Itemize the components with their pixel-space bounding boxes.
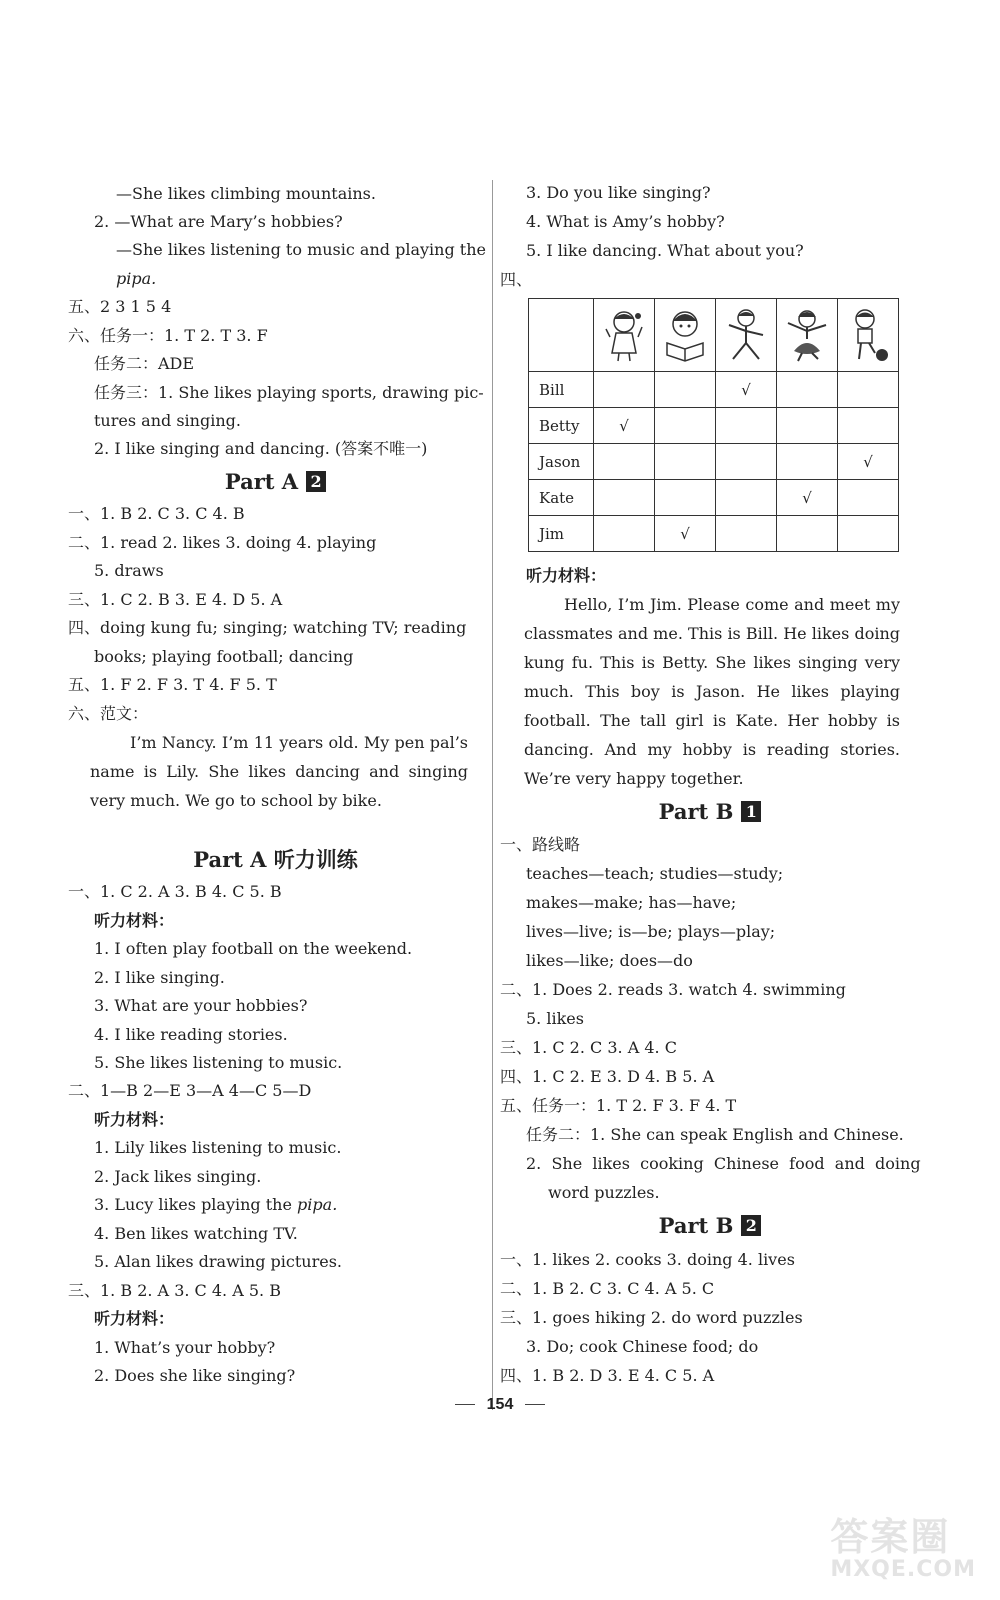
text-line: 1. Lily likes listening to music. <box>94 1138 342 1157</box>
watermark-logo: 答案圈 MXQE.COM <box>830 1515 976 1582</box>
table-cell <box>594 444 655 480</box>
column-divider <box>492 180 493 1410</box>
text-line: 1. What’s your hobby? <box>94 1338 276 1357</box>
text-line: 一、路线略 <box>500 835 581 854</box>
section-heading-listening: Part A 听力训练 <box>193 847 358 872</box>
text-line: 五、任务一：1. T 2. F 3. F 4. T <box>500 1096 737 1115</box>
text-line: 二、1. read 2. likes 3. doing 4. playing <box>68 533 377 552</box>
table-cell: √ <box>838 444 899 480</box>
text-line: 三、1. B 2. A 3. C 4. A 5. B <box>68 1281 281 1300</box>
text-line: 5. draws <box>94 561 164 580</box>
text-line: 听力材料： <box>94 1110 175 1129</box>
text-line: 二、1. B 2. C 3. C 4. A 5. C <box>500 1279 715 1298</box>
heading-text: Part B <box>658 799 734 824</box>
text-line: word puzzles. <box>548 1183 660 1202</box>
text-line: 五、2 3 1 5 4 <box>68 297 172 316</box>
hobby-table <box>528 298 899 552</box>
heading-number-badge: 1 <box>741 801 761 822</box>
section-heading-part-b-1 <box>500 798 920 826</box>
text-line: 2. Jack likes singing. <box>94 1167 262 1186</box>
table-cell <box>655 444 716 480</box>
table-cell <box>655 408 716 444</box>
table-cell: √ <box>594 408 655 444</box>
text-line: 2. —What are Mary’s hobbies? <box>94 212 343 231</box>
heading-number-badge: 2 <box>741 1215 761 1236</box>
text-line: 2. Does she like singing? <box>94 1366 296 1385</box>
text-line: 三、1. goes hiking 2. do word puzzles <box>500 1308 803 1327</box>
text-line: 一、1. C 2. A 3. B 4. C 5. B <box>68 882 282 901</box>
text-line: 三、1. C 2. B 3. E 4. D 5. A <box>68 590 283 609</box>
text-line: lives—live; is—be; plays—play; <box>526 922 776 941</box>
text-line: —She likes listening to music and playing the <box>116 240 486 259</box>
page-number: 154 <box>0 1396 1000 1414</box>
text-line: 4. Ben likes watching TV. <box>94 1224 298 1243</box>
table-cell <box>716 444 777 480</box>
table-cell <box>716 408 777 444</box>
kid-picture-cell <box>716 299 777 372</box>
text-line: 5. Alan likes drawing pictures. <box>94 1252 342 1271</box>
sample-essay: I’m Nancy. I’m 11 years old. My pen pal’s name is Lily. She likes dancing and singing very much. We go to school by bike. <box>90 733 468 810</box>
table-cell <box>777 516 838 552</box>
text-line: 1. I often play football on the weekend. <box>94 939 413 958</box>
row-name: Betty <box>529 408 594 444</box>
text-line: 任务二：ADE <box>94 354 195 373</box>
table-cell <box>777 444 838 480</box>
table-row <box>529 444 899 480</box>
table-cell <box>716 516 777 552</box>
table-cell <box>838 408 899 444</box>
text-line: 4. I like reading stories. <box>94 1025 288 1044</box>
table-row <box>529 480 899 516</box>
table-cell: √ <box>655 516 716 552</box>
kid-picture-cell <box>655 299 716 372</box>
table-cell <box>594 516 655 552</box>
table-header-row <box>529 299 899 372</box>
heading-text: Part A <box>224 469 299 494</box>
text-line: 3. Do; cook Chinese food; do <box>526 1337 759 1356</box>
text-line: 一、1. B 2. C 3. C 4. B <box>68 504 245 523</box>
text-line: teaches—teach; studies—study; <box>526 864 784 883</box>
text-line: likes—like; does—do <box>526 951 693 970</box>
table-cell <box>777 408 838 444</box>
table-cell <box>655 372 716 408</box>
text-line: 听力材料： <box>526 566 607 585</box>
text-line: 三、1. C 2. C 3. A 4. C <box>500 1038 677 1057</box>
corner-cell <box>529 299 594 372</box>
text-line: 2. I like singing and dancing. (答案不唯一) <box>94 439 428 458</box>
table-row <box>529 408 899 444</box>
table-cell <box>838 516 899 552</box>
kid-picture-cell <box>594 299 655 372</box>
text-line: 5. I like dancing. What about you? <box>526 241 804 260</box>
table-cell <box>716 480 777 516</box>
text-line: 5. likes <box>526 1009 584 1028</box>
row-name: Jason <box>529 444 594 480</box>
text-line: 任务二：1. She can speak English and Chinese. <box>526 1125 904 1144</box>
table-row <box>529 372 899 408</box>
text-line: 3. Lucy likes playing the pipa. <box>94 1195 338 1214</box>
text-line: makes—make; has—have; <box>526 893 737 912</box>
text-line: 四、1. B 2. D 3. E 4. C 5. A <box>500 1366 715 1385</box>
table-cell <box>594 372 655 408</box>
text-line: 四、1. C 2. E 3. D 4. B 5. A <box>500 1067 715 1086</box>
section-heading-part-a-2 <box>68 468 483 496</box>
row-name: Jim <box>529 516 594 552</box>
text-line: 5. She likes listening to music. <box>94 1053 343 1072</box>
football-kid-picture <box>845 307 891 363</box>
table-cell <box>777 372 838 408</box>
kid-picture-cell <box>838 299 899 372</box>
listening-story: Hello, I’m Jim. Please come and meet my classmates and me. This is Bill. He likes doing kung fu. This is Betty. She likes singing very much. This boy is Jason. He likes playing football. The tall girl is Kate. Her hobby is dancing. And my hobby is reading stories. We’re very happy together. <box>524 595 900 788</box>
text-line: 任务三：1. She likes playing sports, drawing pic- <box>94 383 484 402</box>
text-line: 六、范文： <box>68 704 149 723</box>
text-line: tures and singing. <box>94 411 241 430</box>
text-line: 四、 <box>500 270 533 289</box>
text-line: 四、doing kung fu; singing; watching TV; reading <box>68 618 467 637</box>
kung-fu-kid-picture <box>723 307 769 363</box>
table-cell <box>594 480 655 516</box>
text-line: 3. Do you like singing? <box>526 183 711 202</box>
singing-kid-picture <box>602 307 646 363</box>
table-cell: √ <box>716 372 777 408</box>
kid-picture-cell <box>777 299 838 372</box>
text-line: 2. She likes cooking Chinese food and doing <box>526 1154 921 1173</box>
row-name: Bill <box>529 372 594 408</box>
text-line: 3. What are your hobbies? <box>94 996 308 1015</box>
text-line: 六、任务一：1. T 2. T 3. F <box>68 326 268 345</box>
text-line: 听力材料： <box>94 1309 175 1328</box>
text-line: 二、1—B 2—E 3—A 4—C 5—D <box>68 1081 312 1100</box>
heading-text: Part B <box>658 1213 734 1238</box>
text-line: 2. I like singing. <box>94 968 225 987</box>
heading-number-badge: 2 <box>306 471 326 492</box>
table-cell: √ <box>777 480 838 516</box>
dancing-kid-picture <box>782 307 832 363</box>
text-line: 五、1. F 2. F 3. T 4. F 5. T <box>68 675 277 694</box>
text-line: —She likes climbing mountains. <box>116 184 376 203</box>
text-line: 二、1. Does 2. reads 3. watch 4. swimming <box>500 980 846 999</box>
text-line: 一、1. likes 2. cooks 3. doing 4. lives <box>500 1250 795 1269</box>
table-row <box>529 516 899 552</box>
section-heading-part-b-2 <box>500 1212 920 1240</box>
text-line: 听力材料： <box>94 911 175 930</box>
text-line: books; playing football; dancing <box>94 647 354 666</box>
text-line: 4. What is Amy’s hobby? <box>526 212 725 231</box>
reading-kid-picture <box>661 307 709 363</box>
table-cell <box>838 480 899 516</box>
table-cell <box>838 372 899 408</box>
text-line: pipa. <box>116 269 157 288</box>
table-cell <box>655 480 716 516</box>
row-name: Kate <box>529 480 594 516</box>
